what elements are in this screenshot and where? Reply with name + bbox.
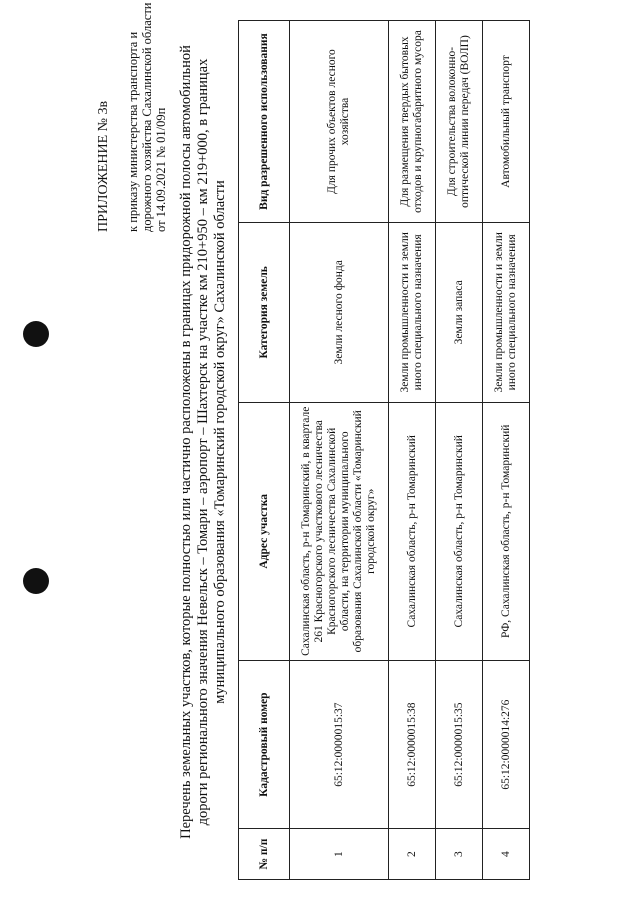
- table-row: [389, 21, 436, 880]
- cell-number: 2: [389, 829, 436, 880]
- cell-number: 3: [436, 829, 483, 880]
- cell-cadastral: 65:12:0000015:37: [290, 661, 389, 829]
- cell-address: РФ, Сахалинская область, р-н Томаринский: [483, 402, 530, 660]
- punch-hole-top: [23, 321, 49, 347]
- rotated-page: [48, 2, 588, 892]
- land-plots-table: [238, 20, 530, 880]
- header-usage: Вид разрешенного использования: [239, 21, 290, 223]
- cell-cadastral: 65:12:0000015:35: [436, 661, 483, 829]
- header-number: № п/п: [239, 829, 290, 880]
- cell-address: Сахалинская область, р-н Томаринский: [436, 402, 483, 660]
- annex-reference: [126, 3, 168, 232]
- cell-cadastral: 65:12:0000014:276: [483, 661, 530, 829]
- header-category: Категория земель: [239, 223, 290, 402]
- cell-category: Земли запаса: [436, 223, 483, 402]
- table-header-row: [239, 21, 290, 880]
- cell-category: Земли промышленности и земли иного специального назначения: [389, 223, 436, 402]
- header-cadastral: Кадастровый номер: [239, 661, 290, 829]
- annex-line: к приказу министерства транспорта и: [126, 31, 140, 232]
- annex-line: от 14.09.2021 № 01/09п: [154, 107, 168, 232]
- cell-cadastral: 65:12:0000015:38: [389, 661, 436, 829]
- cell-number: 4: [483, 829, 530, 880]
- annex-line: дорожного хозяйства Сахалинской области: [140, 2, 154, 232]
- cell-usage: Для размещения твердых бытовых отходов и крупногабаритного мусора: [389, 21, 436, 223]
- punch-hole-bottom: [23, 568, 49, 594]
- cell-address: Сахалинская область, р-н Томаринский: [389, 402, 436, 660]
- cell-number: 1: [290, 829, 389, 880]
- cell-usage: Для прочих объектов лесного хозяйства: [290, 21, 389, 223]
- table-row: [483, 21, 530, 880]
- cell-category: Земли лесного фонда: [290, 223, 389, 402]
- table-row: [436, 21, 483, 880]
- table-row: [290, 21, 389, 880]
- annex-title: ПРИЛОЖЕНИЕ № 3в: [96, 100, 111, 232]
- cell-category: Земли промышленности и земли иного специального назначения: [483, 223, 530, 402]
- intro-paragraph: Перечень земельных участков, которые полностью или частично расположены в границах придорожной полосы автомобильной дороги регионального значения Невельск – Томари – аэропорт – Шахтерск на участке км 210+950 – км 219+000, в границах муниципального образования «Томаринский городской округ» Сахалинской области: [178, 45, 228, 839]
- cell-usage: Для строительства волоконно-оптической линии передач (ВОЛП): [436, 21, 483, 223]
- header-address: Адрес участка: [239, 402, 290, 660]
- cell-usage: Автомобильный транспорт: [483, 21, 530, 223]
- page-content: [48, 2, 588, 892]
- cell-address: Сахалинская область, р-н Томаринский, в квартале 261 Красногорского участкового лесничества Красногорского лесничества Сахалинской области, на территории муниципального образования Сахалинской области «Томаринский городской округ»: [290, 402, 389, 660]
